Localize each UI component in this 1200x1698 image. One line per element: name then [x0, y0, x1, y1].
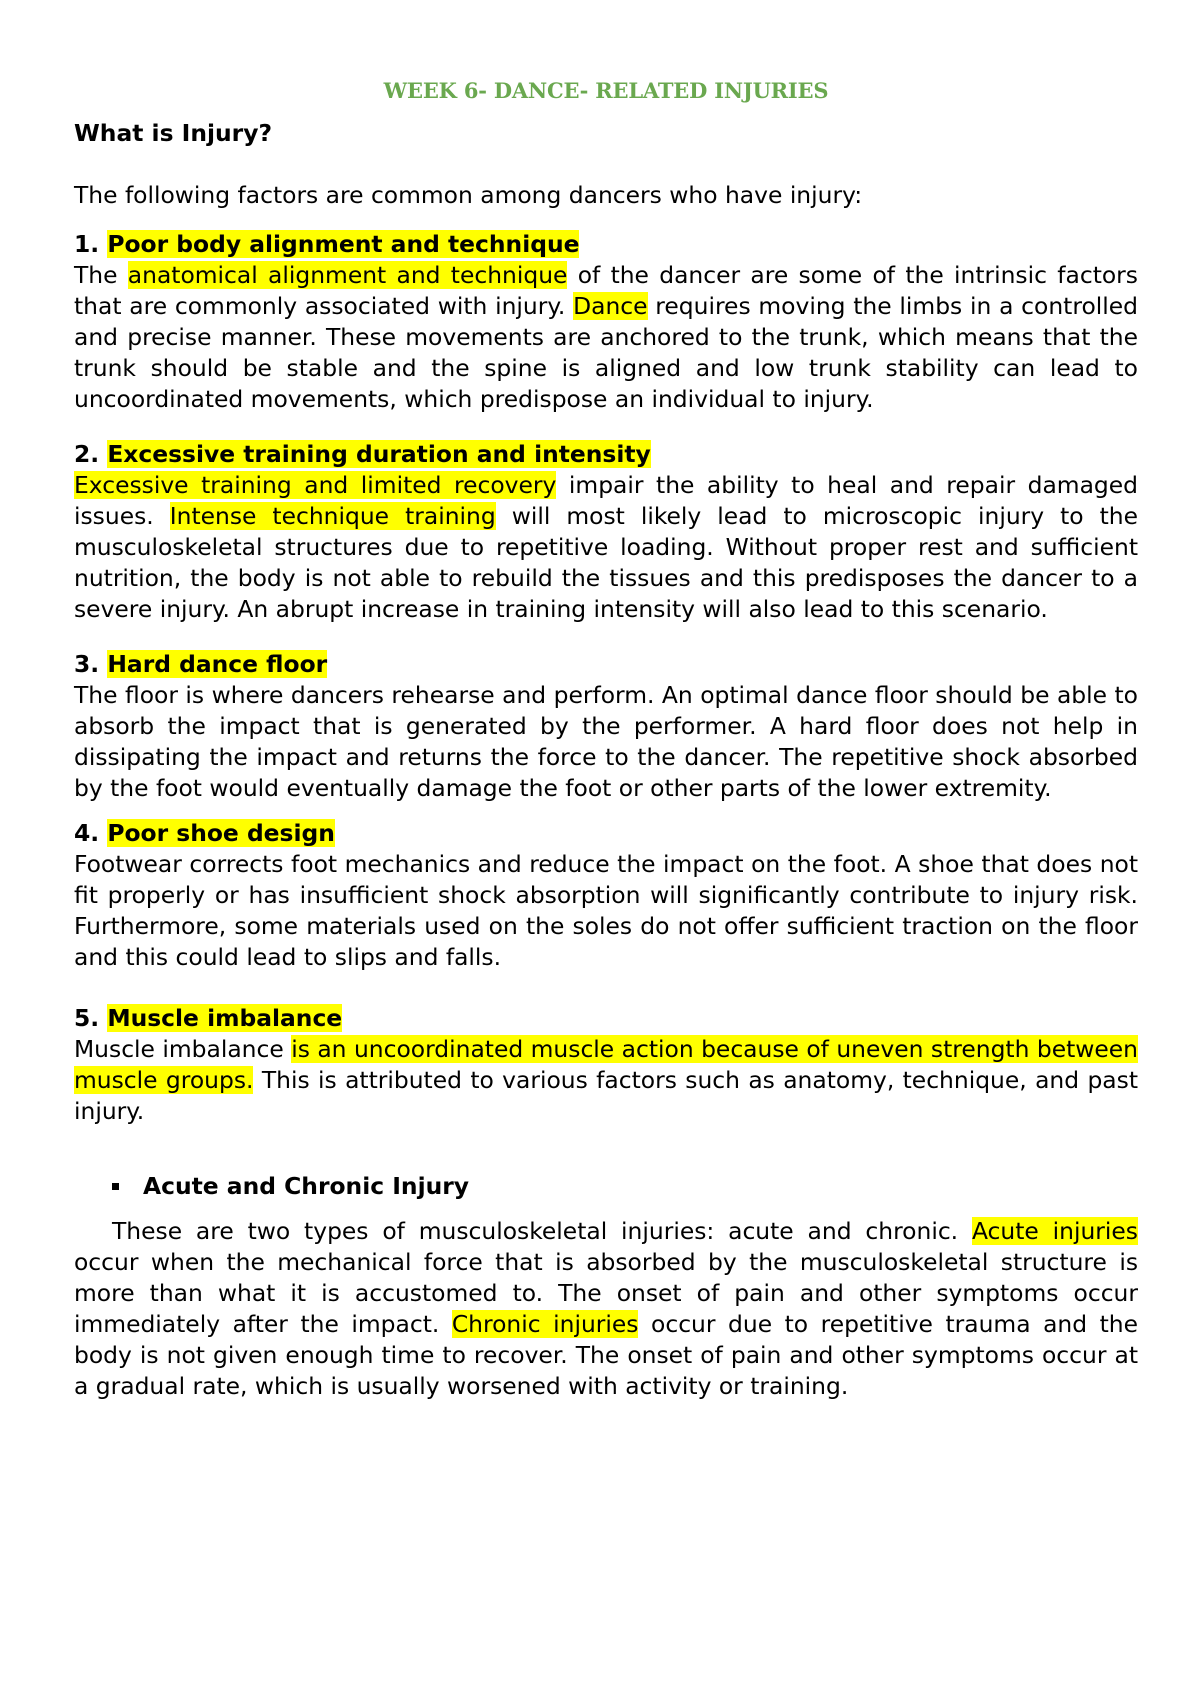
factor-number: 5. — [74, 1004, 100, 1032]
factor-3 — [74, 649, 1138, 804]
factor-2 — [74, 439, 1138, 625]
factor-paragraph: Muscle imbalance is an uncoordinated muscle action because of uneven strength between muscle groups. This is attributed to various factors such as anatomy, technique, and past injury. — [74, 1035, 1139, 1125]
factor-number: 3. — [74, 650, 100, 678]
factor-heading: Excessive training duration and intensity — [107, 440, 651, 468]
factor-number: 1. — [74, 230, 100, 258]
bullet-heading: Acute and Chronic Injury — [143, 1172, 470, 1200]
intro-text: The following factors are common among dancers who have injury: — [74, 181, 863, 209]
factor-paragraph: The floor is where dancers rehearse and perform. An optimal dance floor should be able to absorb the impact that is generated by the performer. A hard floor does not help in dissipating the impact and returns the force to the dancer. The repetitive shock absorbed by the foot would eventually damage the foot or other parts of the lower extremity. — [74, 681, 1138, 802]
bullet-heading-row — [112, 1171, 1138, 1202]
factor-paragraph: The anatomical alignment and technique of the dancer are some of the intrinsic factors that are commonly associated with injury. Dance requires moving the limbs in a controlled and precise manner. These movements are anchored to the trunk, which means that the trunk should be stable and the spine is aligned and low trunk stability can lead to uncoordinated movements, which predispose an individual to injury. — [74, 261, 1138, 413]
factor-heading: Muscle imbalance — [107, 1004, 343, 1032]
factor-number: 2. — [74, 440, 100, 468]
factor-heading: Poor shoe design — [107, 819, 335, 847]
factor-heading: Hard dance floor — [107, 650, 328, 678]
factor-paragraph: Footwear corrects foot mechanics and reduce the impact on the foot. A shoe that does not fit properly or has insufficient shock absorption will significantly contribute to injury risk. Furthermore, some materials used on the soles do not offer sufficient traction on the floor and this could lead to slips and falls. — [74, 850, 1138, 971]
page-title: WEEK 6- DANCE- RELATED INJURIES — [383, 78, 829, 103]
factor-5 — [74, 1003, 1138, 1127]
question-heading: What is Injury? — [74, 119, 273, 147]
factor-heading: Poor body alignment and technique — [107, 230, 580, 258]
factor-1 — [74, 229, 1138, 415]
factor-number: 4. — [74, 819, 100, 847]
factor-paragraph: Excessive training and limited recovery impair the ability to heal and repair damaged issues. Intense technique training will most likely lead to microscopic injury to the musculoskeletal structures due to repetitive loading. Without proper rest and sufficient nutrition, the body is not able to rebuild the tissues and this predisposes the dancer to a severe injury. An abrupt increase in training intensity will also lead to this scenario. — [74, 471, 1138, 623]
square-bullet-icon — [112, 1183, 119, 1190]
document-page — [74, 70, 1138, 1402]
factor-4 — [74, 818, 1138, 973]
acute-chronic-paragraph: These are two types of musculoskeletal injuries: acute and chronic. Acute injuries occur when the mechanical force that is absorbed by the musculoskeletal structure is more than what it is accustomed to. The onset of pain and other symptoms occur immediately after the impact. Chronic injuries occur due to repetitive trauma and the body is not given enough time to recover. The onset of pain and other symptoms occur at a gradual rate, which is usually worsened with activity or training. — [74, 1217, 1139, 1400]
